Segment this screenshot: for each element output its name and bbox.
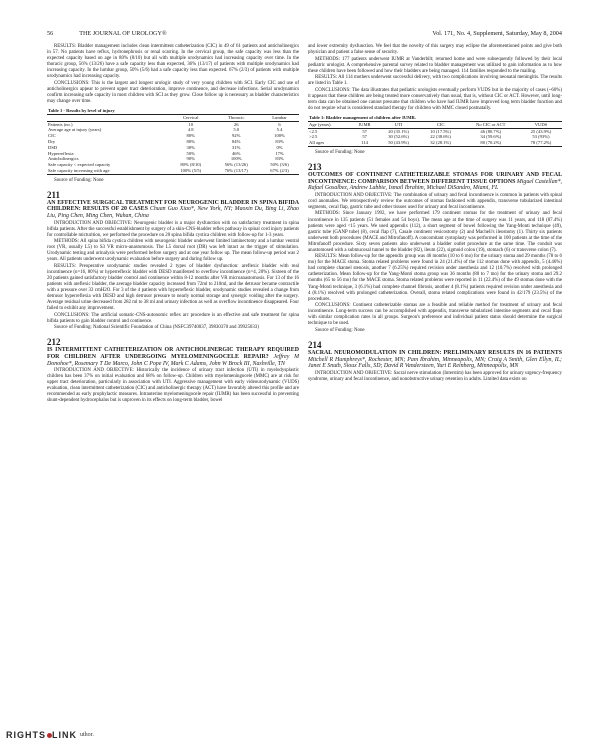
- table-cell: 57: [362, 128, 367, 134]
- abstract-paragraph: CONCLUSIONS: Continent catheterizable stomas are a feasible and reliable method for treatment of urinary and fecal incontinence. Long-term success can be accomplished with appendix, transverse tubularized intestine segments and cecal flaps with similar complication rates in all groups. Surgeon's preference and individual patient status should determine the surgical technique to be used.: [308, 303, 562, 327]
- table-row: [308, 140, 562, 146]
- table-cell: 20 (35.1%): [388, 128, 409, 134]
- funding-source: Source of Funding: None: [315, 327, 365, 333]
- conclusions-paragraph: CONCLUSIONS: The data illustrates that pediatric urologists eventually perform VUDS but in the majority of cases (~60%) it appears that these children are being treated more conservatively than usual, that is, without CIC or ACT. However, until long-term data can be obtained one cannot presume that children who have had IUMR have improved long term bladder function and do not require what is considered standard therapy for children with MMC closed postnatally.: [308, 87, 562, 111]
- table-header: [47, 114, 169, 121]
- abstract-paragraph: INTRODUCTION AND OBJECTIVE: Historically the incidence of urinary tract infection (UTI) in myelodysplastic children has been 37% on initial evaluation and 68% on follow-up. Children with myelomeningocele (MMC) are at risk for upper tract deterioration, particularly in association with UTI. Aggressive management with early videourodynamic (VUDS) evaluation, clean intermittent catheterization (CIC) and anticholinergic therapy (ACT) have favorably altered this profile and are recommended as early prophylactic measures. Intrauterine myelomeningocele repair (IUMR) has been successful in preventing shunt-dependent hydrocephalus but is unproven in its effects on long-term bladder, bowel: [47, 368, 299, 404]
- table-cell: <2.5: [309, 128, 318, 134]
- table-cell: 76% (13/17): [212, 168, 260, 174]
- table-cell: 46 (80.7%): [480, 128, 502, 134]
- table-cell: 30 (52.6%): [388, 134, 409, 140]
- abstract-paragraph: RESULTS: Preoperative urodynamic studies revealed 2 types of bladder dysfunction: areflexic bladder with real incontinence (n=16, 80%) or hyperreflexic bladder with DESD manifested to overflow incontinence (n=4, 20%). Sixteen of the 20 patients gained satisfactory bladder control and continence within 8-12 months after VR microanastomosis. For 13 of the 16 patients with areflexic bladder, the average bladder capacity increased from 72ml to 210ml, and the detrusor became contractile with a pressure over 33 cmH2O. For 3 of the 4 patients with hyperreflexic bladder, urodynamic studies revealed a change from detrusor hyperreflexia with DESD and high detrusor pressure to nearly normal storage and synergic voiding after the surgery. Average residual urine decreased from 282 ml to 38 ml and urinary infection as well as overflow incontinence disappeared. Four failed to exhibit any improvement.: [47, 263, 299, 312]
- table-cell: 57: [362, 134, 367, 140]
- table-cell: Patients (no.): [48, 121, 73, 127]
- table-cell: Safe capacity < expected capacity: [48, 162, 111, 168]
- iumr-table: [308, 115, 562, 147]
- abstract-number: 211: [47, 189, 61, 200]
- table-cell: 100%: [230, 156, 242, 162]
- table-cell: 80%: [186, 138, 195, 144]
- right-column: [308, 44, 562, 383]
- abstract-title: IS INTERMITTENT CATHETERIZATION OR ANTICHOLINERGIC THERAPY REQUIRED FOR CHILDREN AFTER UNDERGOING MYELOMENINGOCELE REPAIR?: [47, 347, 299, 360]
- table-cell: DSD: [48, 144, 58, 150]
- conclusions-paragraph: CONCLUSIONS: This is the largest and longest urologic study of very young children with SCI. Early CIC and use of anticholinergics appear to prevent upper tract deterioration, improve continence, and decrease infections. Serial urodynamics confirm increasing safe capacity in most children with SCI as they grow. Close follow up is necessary as bladder characteristics may change over time.: [47, 80, 299, 104]
- table-cell: 31%: [232, 144, 241, 150]
- table-cell: 80% (8/10): [180, 162, 202, 168]
- table-cell: Hyperreflexia: [48, 150, 74, 156]
- table-cell: 90%: [186, 156, 195, 162]
- continued-paragraph: and lower extremity dysfunction. We feel that the novelty of this surgery may eclipse the aforementioned points and give both physician and patient a false sense of security.: [308, 44, 562, 56]
- table-cell: 53 (93%): [532, 134, 550, 140]
- table-cell: 17%: [275, 150, 284, 156]
- funding-source: Source of Funding: None: [54, 177, 104, 183]
- rightslink-logo[interactable]: RIGHTS LINK: [6, 730, 78, 740]
- table-cell: 78 (77.2%): [520, 140, 562, 146]
- abstract-title: OUTCOMES OF CONTINENT CATHETERIZABLE STOMAS FOR URINARY AND FECAL INCONTINENCE: COMPARISON BETWEEN DIFFERENT TISSUE OPTIONS: [308, 172, 562, 185]
- table-header: UTI: [378, 121, 420, 128]
- table-row: [47, 168, 299, 174]
- table-cell: 34 (59.6%): [480, 134, 502, 140]
- abstract-title-block: [47, 200, 299, 220]
- table-cell: All ages: [308, 140, 352, 146]
- funding-source: Source of Funding: None: [315, 150, 365, 155]
- results-table: [47, 108, 299, 175]
- left-column: [47, 44, 299, 405]
- table-cell: Dry: [48, 138, 56, 144]
- table-cell: 100%: [274, 133, 285, 139]
- table-cell: 100% (5/5): [169, 168, 212, 174]
- abstract-title-block: [308, 350, 562, 370]
- table-cell: 10 (17.5%): [430, 128, 451, 134]
- table-header: IUMR: [352, 121, 378, 128]
- table-header: VUDS: [520, 121, 562, 128]
- table-cell: 25 (43.9%): [530, 128, 552, 134]
- results-paragraph: RESULTS: All 114 mothers underwent successful delivery, with two complications involving neonatal meningitis. The results are listed in Table 1.: [308, 75, 562, 87]
- table-cell: 50%: [186, 150, 195, 156]
- table-cell: 83%: [275, 138, 284, 144]
- table-cell: 30%: [186, 144, 195, 150]
- journal-title: THE JOURNAL OF UROLOGY®: [79, 29, 167, 37]
- page-header: [47, 28, 562, 38]
- abstract-authors: Miguel Castellan*, Rafael Gosalbez, Andrew Labbie, Ismail Ibrahim, Michael DiSandro, Miami, FL: [308, 178, 563, 192]
- table-cell: Average age at injury (years): [48, 127, 102, 133]
- table-cell: 0%: [276, 144, 283, 150]
- results-paragraph: RESULTS: Bladder management includes clean intermittent catheterization (CIC) in 49 of 61 patients and anticholinergics in 57. No patients have reflux, hydronephrosis or renal scarring. In the cervical group, the safe capacity was less than the expected capacity based on age in 80% (8/10) but all with multiple urodynamics had increasing capacity over time. In the thoracic group, 56% (13/26) have a safe capacity less than expected, 36% (13/17) of patients with multiple urodynamics had increasing capacity. In the lumbar group, 50% (5/6) had a safe capacity less than expected. 67% (2/3) of patients with multiple urodynamics had increasing capacity.: [47, 44, 299, 80]
- table-header: CIC: [420, 121, 462, 128]
- abstract-paragraph: INTRODUCTION AND OBJECTIVE: The combination of urinary and fecal incontinence is common in patients with spinal cord anomalies. We retrospectively review the outcomes of stomas fashioned with appendix, transverse tubularized intestinal segments, cecal flap, gastric tube and other tissues used for urinary and fecal incontinence.: [308, 192, 562, 210]
- page-footer: [6, 730, 94, 740]
- table-cell: 114: [352, 140, 378, 146]
- issue-info: Vol. 171, No. 4, Supplement, Saturday, May 8, 2004: [432, 29, 562, 37]
- table-cell: 92%: [232, 133, 241, 139]
- table-cell: 56% (13/26): [224, 162, 248, 168]
- abstract-paragraph: INTRODUCTION AND OBJECTIVE: Sacral nerve stimulation (Interstim) has been approved for urinary urgency-frequency syndrome, urinary and fecal incontinence, and nonobstructive urinary retention in adults. Limited data exists on: [308, 370, 562, 382]
- abstract-title-block: [47, 347, 299, 367]
- abstract-paragraph: INTRODUCTION AND OBJECTIVE: Neurogenic bladder is a major dysfunction with no satisfactory treatment in spina bifida patients. After the successful establishment by surgery of a skin-CNS-bladder reflex pathway in spinal cord injury patients for controllable micturition, we performed the procedure on 20 spina bifida cystica children with follow-up for 1-3 years.: [47, 220, 299, 238]
- abstract-authors: Mitchell R Humphreys*, Rochester, MN; Pam Ibrahim, Minneapolis, MN; Craig A Smith, Glen Ellyn, IL; Janet E Snuth, Sioux Falls, SD; David R Vandersteen, Yuri E Reinberg, Minneapolis, MN: [308, 356, 562, 370]
- table-cell: 84%: [232, 138, 241, 144]
- abstract-paragraph: RESULTS: Mean follow-up for the appendix group was 46 months (10 to 6 mo) for the urinary stoma and 29 months (78 to 6 mo) for the MACE stoma. Stoma related problems were found in 24 (21.4%) of the 112 stomas done with appendix, 5 (4.46%) had complete channel stenosis, another 7 (6.25%) required revision under anesthesia and 12 (10.7%) resolved with prolonged catheterization. Mean follow-up for the Yang-Monti stoma group was 36 months (80 to 7 mo) for the urinary stoma and 29.2 months (65 to 56 mo) for the MACE stoma. Stoma related problems were reported in 11 (22.4%) of the 49 stomas done with the Yang-Monti technique, 3 (6.1%) had complete channel fibrosis, another 4 (8.1%) patients required revision under anesthesia and 4 (8.1%) resolved with prolonged catheterization. Overall, stoma related complications were found in 42/179 (23.5%) of the procedures.: [308, 254, 562, 302]
- abstract-number: 212: [47, 337, 61, 348]
- table-caption: Table 1: Bladder management of children after IUMR.: [308, 115, 562, 121]
- logo-dot-icon: [47, 733, 52, 738]
- table-header: Age (years): [308, 121, 352, 128]
- table-cell: 5.0: [233, 127, 240, 133]
- abstract-title: SACRAL NEUROMODULATION IN CHILDREN: PRELIMINARY RESULTS IN 16 PATIENTS: [308, 349, 562, 356]
- abstract-number: 213: [308, 162, 322, 173]
- abstract-authors: Chuan Guo Xiao*, New York, NY; Maoxin Du, Bing Li, Zhao Liu, Ping Chen, Ming Chen, Wuhan, China: [47, 206, 299, 219]
- abstract-paragraph: METHODS: All spina bifida cystica children with neurogenic bladder underwent limited laminectomy and a lumbar ventral root (VR, usually L5) to S3 VR micro-anastomosis. The L5 dorsal root (DR) was left intact as the trigger of stimulation. Urodynamic testing and urinalysis were performed before surgery and at one year follow up. The mean follow-up period was 2 years. All patients underwent urodynamic evaluation before surgery and during follow up.: [47, 239, 299, 263]
- table-header: Lumbar: [260, 114, 299, 121]
- table-cell: CIC: [48, 133, 56, 139]
- table-caption: Table 1 - Results by level of injury: [47, 108, 299, 114]
- table-cell: 83%: [275, 156, 284, 162]
- table-header: No CIC or ACT: [462, 121, 520, 128]
- table-cell: 4.8: [187, 127, 194, 133]
- funding-source: Source of Funding: National Scientific Foundation of China (NSFC39740037, 39830370 and 39925033): [54, 325, 259, 331]
- table-cell: 80%: [186, 133, 195, 139]
- table-cell: 80 (70.2%): [462, 140, 520, 146]
- methods-paragraph: METHODS: 177 patients underwent IUMR at Vanderbilt; returned home and were subsequently followed by their local pediatric urologist. A comprehensive parental survey related to bladder management was utilized to gain information as to how these children have been followed and how their bladders are being managed. 114 families responded to the mailing.: [308, 56, 562, 74]
- table-cell: Anticholinergics: [48, 156, 79, 162]
- table-cell: 10: [188, 121, 194, 127]
- table-cell: 5.4: [276, 127, 283, 133]
- table-cell: 26: [233, 121, 239, 127]
- table-cell: 46%: [232, 150, 241, 156]
- table-cell: 32 (28.1%): [420, 140, 462, 146]
- table-header: Cervical: [169, 114, 212, 121]
- table-cell: 6: [278, 121, 281, 127]
- table-cell: 50% (3/6): [270, 162, 289, 168]
- abstract-authors: Jeffrey M Donohoe*, Rosemary T De Marco, John C Pope IV, Mark C Adams, John W Brock III, Nashville, TN: [47, 354, 299, 367]
- table-cell: Safe capacity increasing with age: [47, 168, 169, 174]
- footer-text: uthor.: [80, 732, 94, 738]
- page-number: 56: [47, 29, 54, 37]
- abstract-title-block: [308, 172, 562, 192]
- table-cell: 50 (43.9%): [378, 140, 420, 146]
- table-header: Thoracic: [212, 114, 260, 121]
- table-cell: >2.5: [309, 134, 318, 140]
- table-cell: 67% (2/3): [260, 168, 299, 174]
- abstract-paragraph: METHODS: Since January 1992, we have performed 179 continent stomas for the treatment of urinary and fecal incontinence in 135 patients (51 females and 54 boys). The mean age at the time of surgery was 11 years, and 118 (87.4%) patients were aged <15 years. We used appendix (112), a short segment of bowel following the Yang-Monti technique (49), gastric tube (GANP tube) (8), cecal flap (7), Casale continent vesicostomy (2) and Macheli's ileostomy (1). Thirty six patients underwent both procedures (MACE and Mitrofanoff). A concomitant cystoplasty was performed in 100 patients at the time of the Mitrofanoff procedure. Sixty seven patients also underwent a bladder outlet procedure at the same time. The conduit was anastomosed with a submucosal tunnel to the bladder (82), ileum (22), sigmoid colon (19), stomach (6) or transverse colon (7).: [308, 211, 562, 253]
- abstract-number: 214: [308, 339, 322, 350]
- abstract-paragraph: CONCLUSIONS: The artificial somatic-CNS-autonomic reflex arc procedure is an effective and safe treatment for spina bifida patients to gain bladder control and continence.: [47, 312, 299, 324]
- abstract-title: AN EFFECTIVE SURGICAL TREATMENT FOR NEUROGENIC BLADDER IN SPINA BIFIDA CHILDREN: RESULTS OF 20 CASES: [47, 199, 299, 213]
- table-cell: 22 (38.6%): [430, 134, 451, 140]
